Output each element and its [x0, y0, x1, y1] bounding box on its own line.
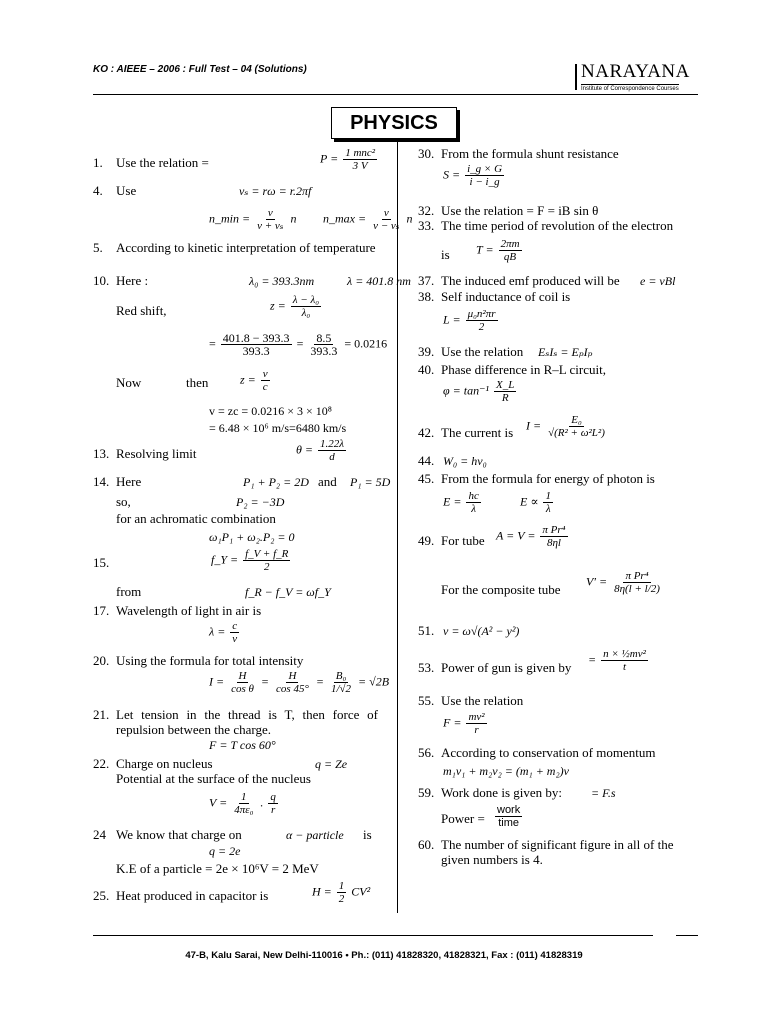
eq-q10-now: z = $\frac{v}{c}$ [240, 368, 268, 393]
q49-composite: For the composite tube [441, 582, 561, 597]
eq-q4-nmax: n_max = $\frac{v}{\text{v − vₛ}}$ n [323, 207, 413, 232]
q24-is: is [363, 827, 372, 842]
eq-q56: m₁v₁ + m₂v₂ = (m₁ + m₂)v [443, 764, 569, 778]
eq-q17: λ = $\frac{c}{v}$ [209, 620, 238, 645]
q24-line3: K.E of a particle = 2e × 10⁶V = 2 MeV [116, 861, 319, 876]
header-rule [93, 94, 698, 95]
eq-q55: F = $\frac{\text{mv²}}{r}$ [443, 711, 485, 736]
eq-q4: vₛ = rω = r.2πf [239, 184, 312, 198]
eq-q24-charge: q = 2e [209, 844, 241, 858]
eq-q14-sum: P₁ + P₂ = 2D [243, 475, 309, 489]
q14-line3: for an achromatic combination [116, 511, 276, 526]
eq-q37: e = vBl [640, 274, 676, 288]
eq-q14-achromatic: ω₁P₁ + ω₂.P₂ = 0 [209, 530, 295, 544]
eq-q30-s: S = $\frac{i\_g \times G}{i - i\_g}$ [443, 163, 503, 188]
eq-q22-potential: V = $\frac{1}{\text{4πε₀}}$ . $\frac{q}{r}$ [209, 791, 276, 816]
q22-line2: Potential at the surface of the nucleus [116, 771, 311, 786]
eq-q21: F = T cos 60° [209, 738, 276, 752]
q10-redshift-label: Red shift, [116, 303, 167, 318]
eq-q59-work: = F.s [591, 786, 616, 800]
eq-q10-v2: = 6.48 × 10⁶ m/s=6480 km/s [209, 421, 347, 435]
eq-q45-prop: E ∝ $\frac{1}{\lambda}$ [520, 490, 551, 515]
footer-rule [93, 935, 653, 936]
eq-q22-charge: q = Ze [315, 757, 348, 771]
eq-q45-e: E = $\frac{hc}{\lambda}$ [443, 490, 479, 515]
eq-q10-lambda0: λ₀ = 393.3nm [249, 274, 315, 288]
q59-power: Power = [441, 811, 485, 826]
eq-q10-z: z = $\frac{\text{λ − λ₀}}{\text{λ₀}}$ [270, 294, 320, 319]
logo-subtitle: Institute of Correspondence Courses [581, 86, 679, 92]
q33-is: is [441, 247, 450, 262]
q10-then: then [186, 375, 209, 390]
eq-q4-nmin: n_min = $\frac{v}{\text{v + vₛ}}$ n [209, 207, 297, 232]
q-number: 1. [93, 155, 103, 170]
q15-from: from [116, 584, 142, 599]
eq-q1: P = $\frac{\text{1 mnc²}}{3 V}$ [320, 147, 376, 172]
eq-q20: I = $\frac{H}{\text{cos θ}}$ = $\frac{H}{\cos 45^\circ}$ = $\frac{\text{B₀}}{1/√2}$ = √2B [209, 670, 390, 695]
q-text: Use the relation = [116, 155, 209, 170]
header-test-title: KO : AIEEE – 2006 : Full Test – 04 (Solutions) [93, 64, 307, 75]
eq-q10-v1: v = zc = 0.0216 × 3 × 10⁸ [209, 404, 332, 418]
eq-q49-composite: V′ = $\frac{\text{π Pr⁴}}{8\eta(l + l/2)}$ [586, 570, 660, 595]
eq-q14-p2: P₂ = −3D [236, 495, 285, 509]
q10-now: Now [116, 375, 142, 390]
column-divider [397, 140, 398, 913]
eq-q51: v = ω√(A² − y²) [443, 624, 520, 638]
eq-q10-lambda: λ = 401.8 nm [347, 274, 411, 288]
logo-bar [575, 64, 577, 90]
eq-q40: φ = tan⁻¹ $\frac{X\_L}{R}$ [443, 379, 515, 404]
eq-q24-alpha: α − particle [286, 828, 344, 842]
eq-q14-p1: P₁ = 5D [350, 475, 391, 489]
section-title: PHYSICS [331, 107, 457, 139]
eq-q38: L = $\frac{\text{μ₀n²πr}}{2}$ [443, 308, 496, 333]
eq-q49-tube: A = V = $\frac{\text{π Pr⁴}}{8\eta l}$ [496, 524, 566, 549]
eq-q42: I = $\frac{\text{E₀}}{\text{√(R² + ω²L²)}}$ [526, 414, 605, 439]
eq-q10-calc: = $\frac{401.8 - 393.3}{393.3}$ = $\frac{8.5}{393.3}$ = 0.0216 [209, 331, 388, 358]
eq-q44: W₀ = hν₀ [443, 454, 487, 468]
eq-q25: H = $\frac{1}{2}$ CV² [312, 880, 371, 905]
eq-q53: = $\frac{\text{n × ½mv²}}{t}$ [588, 648, 646, 673]
footer-address: 47-B, Kalu Sarai, New Delhi-110016 • Ph.: (011) 41828320, 41828321, Fax : (011) 41828319 [185, 950, 583, 961]
eq-q59-power: $\frac{\text{work}}{\text{time}}$ [497, 804, 521, 829]
eq-q13: θ = $\frac{1.22\lambda}{d}$ [296, 438, 345, 463]
eq-q15: f_Y = $\frac{f\_V + f\_R}{2}$ [211, 548, 289, 573]
eq-q15-from: f_R − f_V = ωf_Y [245, 585, 331, 599]
q14-and: and [318, 474, 337, 489]
logo-name: NARAYANA [581, 61, 690, 82]
footer-rule-short [676, 935, 698, 936]
q14-so: so, [116, 494, 131, 509]
eq-q39: EₛIₛ = EₚIₚ [538, 345, 593, 359]
eq-q33: T = $\frac{2\pi m}{qB}$ [476, 238, 520, 263]
